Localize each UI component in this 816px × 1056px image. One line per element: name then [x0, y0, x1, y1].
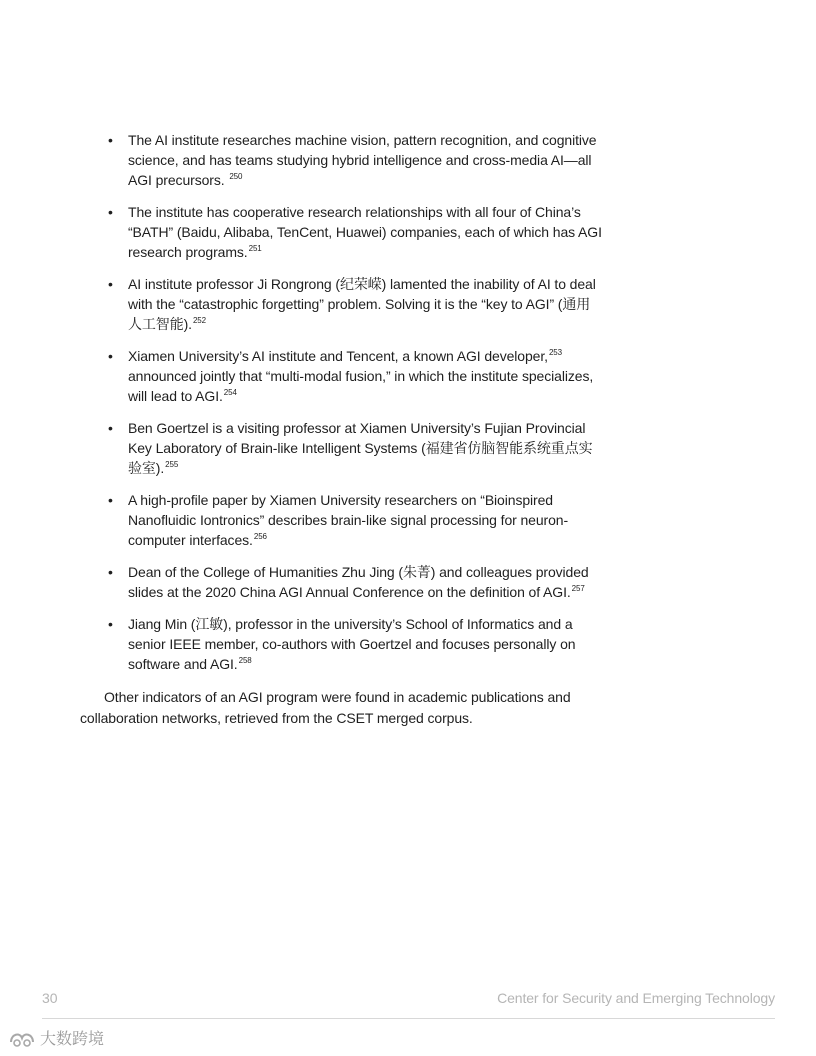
list-item	[104, 562, 604, 602]
footer-divider	[42, 1018, 775, 1019]
footnote-ref[interactable]: 253	[548, 348, 562, 358]
list-item	[104, 490, 604, 550]
bullet-icon: •	[108, 132, 113, 148]
watermark	[8, 1026, 104, 1049]
bullet-icon: •	[108, 420, 113, 436]
footnote-ref[interactable]: 257	[571, 584, 585, 594]
bullet-text: Jiang Min (江敏), professor in the university’s School of Informatics and a senior IEEE member, co-authors with Goertzel and focuses personally on software and AGI.	[128, 616, 576, 672]
bullet-text: AI institute professor Ji Rongrong (纪荣嵘) lamented the inability of AI to deal with the “catastrophic forgetting” problem. Solving it is the “key to AGI” (通用人工智能).	[128, 276, 596, 332]
footnote-ref[interactable]: 254	[223, 388, 237, 398]
footnote-ref[interactable]: 251	[248, 244, 262, 254]
list-item	[104, 274, 604, 334]
bullet-text-continued: announced jointly that “multi-modal fusion,” in which the institute specializes, will lead to AGI.	[128, 368, 594, 404]
bullet-text: Dean of the College of Humanities Zhu Jing (朱菁) and colleagues provided slides at the 2020 China AGI Annual Conference on the definition of AGI.	[128, 564, 589, 600]
footnote-ref[interactable]: 252	[192, 316, 207, 326]
body-paragraph: Other indicators of an AGI program were found in academic publications and collaboration networks, retrieved from the CSET merged corpus.	[80, 689, 571, 726]
footer-organization: Center for Security and Emerging Technology	[497, 990, 775, 1006]
watermark-text: 大数跨境	[40, 1031, 105, 1048]
bullet-text: The institute has cooperative research relationships with all four of China’s “BATH” (Baidu, Alibaba, TenCent, Huawei) companies, each of which has AGI research programs.	[128, 204, 602, 260]
bullet-icon: •	[108, 492, 113, 508]
list-item	[104, 418, 604, 478]
bullet-text: The AI institute researches machine vision, pattern recognition, and cognitive science, and has teams studying hybrid intelligence and cross-media AI—all AGI precursors.	[128, 132, 597, 188]
footnote-ref[interactable]: 250	[229, 172, 243, 182]
bullet-text: Xiamen University’s AI institute and Tencent, a known AGI developer,	[128, 348, 548, 364]
list-item	[104, 614, 604, 674]
bullet-icon: •	[108, 276, 113, 292]
bullet-icon: •	[108, 348, 113, 364]
list-item	[104, 202, 604, 262]
watermark-logo-icon	[8, 1028, 36, 1048]
bullet-list	[104, 130, 604, 686]
footnote-ref[interactable]: 258	[238, 656, 252, 666]
footnote-ref[interactable]: 255	[165, 460, 179, 470]
bullet-icon: •	[108, 616, 113, 632]
bullet-text: A high-profile paper by Xiamen University researchers on “Bioinspired Nanofluidic Iontronics” describes brain-like signal processing for neuron-computer interfaces.	[128, 492, 569, 548]
list-item	[104, 130, 604, 190]
footnote-ref[interactable]: 256	[253, 532, 267, 542]
bullet-icon: •	[108, 564, 113, 580]
bullet-icon: •	[108, 204, 113, 220]
bullet-text: Ben Goertzel is a visiting professor at Xiamen University’s Fujian Provincial Key Laboratory of Brain-like Intelligent Systems (福建省仿脑智能系统重点实验室).	[128, 420, 593, 476]
list-item	[104, 346, 604, 406]
page-number: 30	[42, 990, 58, 1006]
